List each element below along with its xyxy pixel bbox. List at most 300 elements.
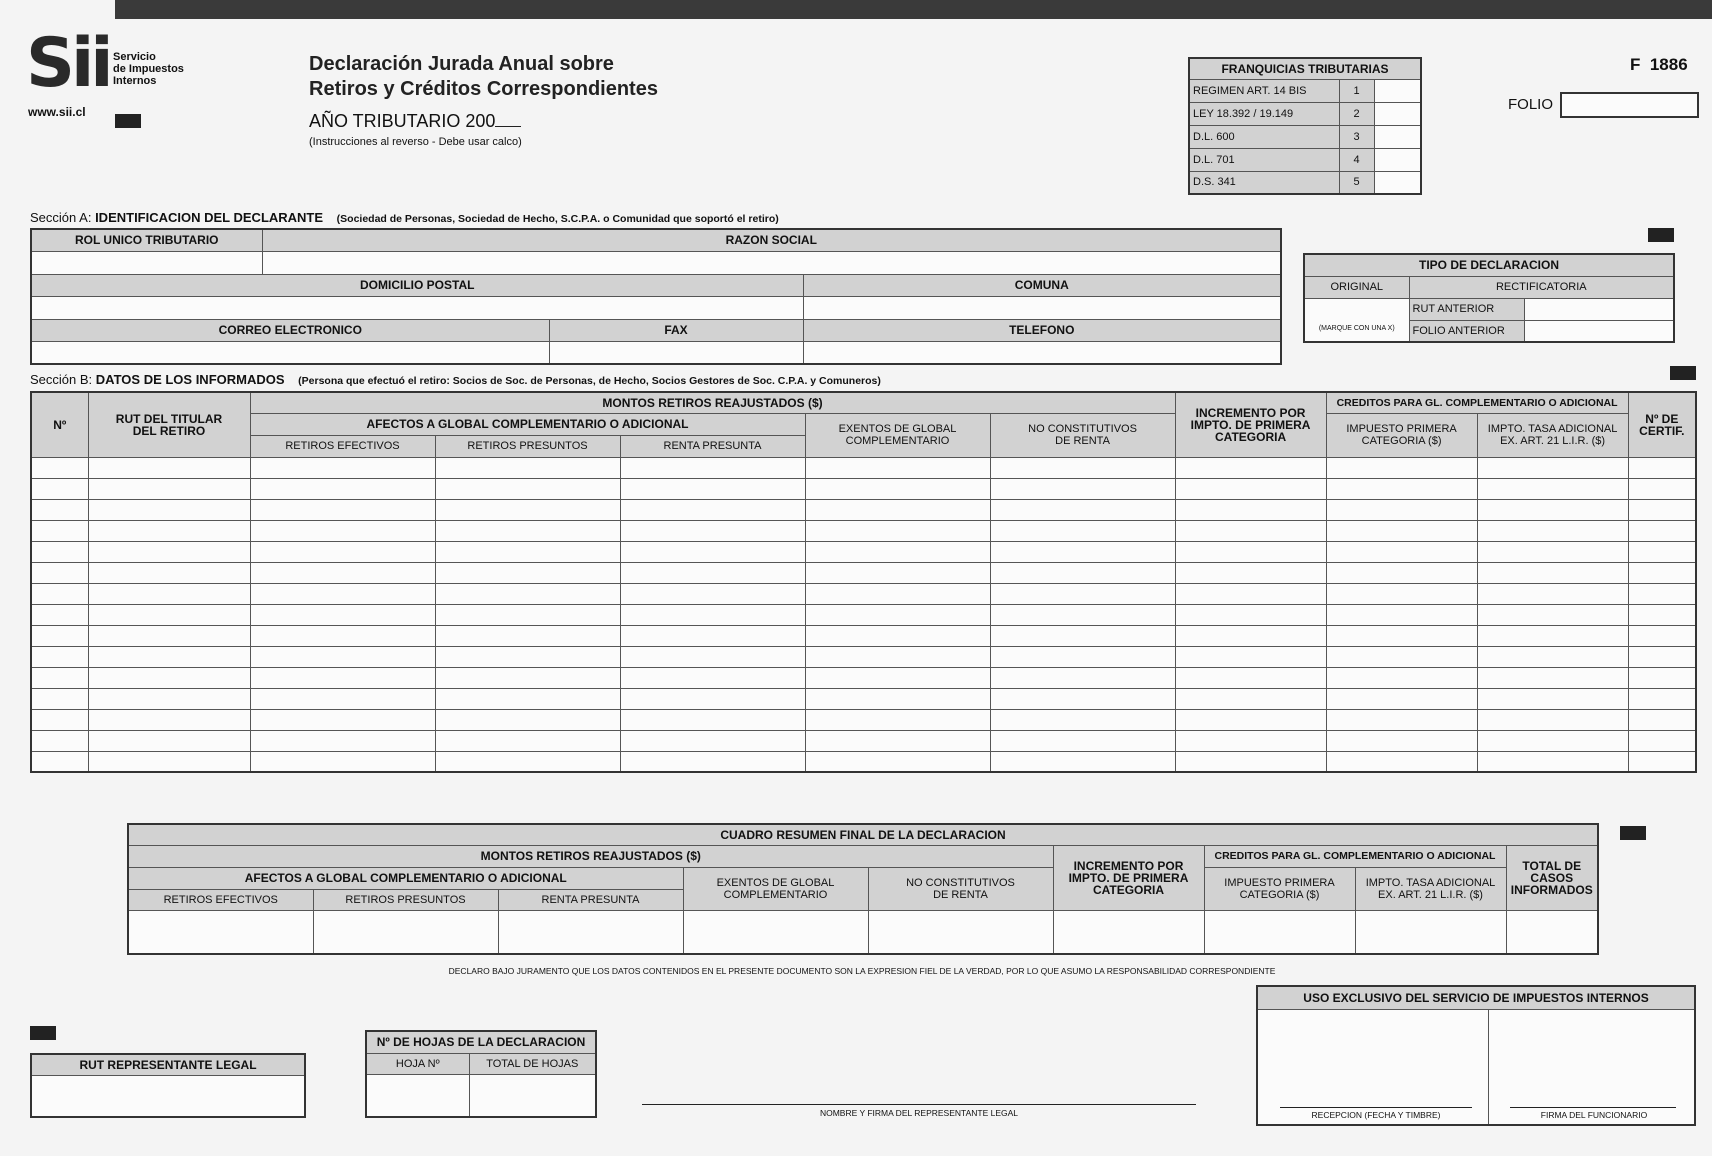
table-cell[interactable]: [990, 562, 1175, 583]
imp-primera-line: CATEGORIA ($): [1239, 888, 1320, 901]
table-cell[interactable]: [805, 667, 990, 688]
table-cell[interactable]: [620, 499, 805, 520]
original-check[interactable]: (MARQUE CON UNA X): [1304, 298, 1409, 342]
title-line: Declaración Jurada Anual sobre: [309, 53, 614, 75]
table-cell[interactable]: [805, 604, 990, 625]
table-cell[interactable]: [620, 646, 805, 667]
no-const-header: [868, 867, 1053, 910]
table-cell[interactable]: [620, 604, 805, 625]
table-cell[interactable]: [1175, 667, 1326, 688]
table-cell[interactable]: [1477, 562, 1628, 583]
table-cell[interactable]: [31, 541, 88, 562]
col-rut-line: DEL RETIRO: [132, 423, 206, 438]
resumen-cell[interactable]: [313, 910, 498, 954]
table-cell[interactable]: [1628, 520, 1696, 541]
table-cell[interactable]: [620, 583, 805, 604]
table-cell[interactable]: [620, 625, 805, 646]
table-cell[interactable]: [31, 646, 88, 667]
resumen-table: [127, 823, 1599, 955]
registration-mark: [115, 114, 141, 128]
table-cell[interactable]: [1175, 730, 1326, 751]
year-text: AÑO TRIBUTARIO 200: [309, 111, 496, 131]
table-cell[interactable]: [1326, 667, 1477, 688]
imp-tasa-header: [1477, 413, 1628, 457]
franquicia-code: 2: [1339, 102, 1374, 125]
table-cell[interactable]: [1477, 520, 1628, 541]
signature-line: [642, 1104, 1196, 1105]
table-cell[interactable]: [805, 562, 990, 583]
table-cell[interactable]: [620, 478, 805, 499]
table-cell[interactable]: [805, 457, 990, 478]
table-cell[interactable]: [250, 730, 435, 751]
table-cell[interactable]: [805, 730, 990, 751]
retiros-efectivos-header: RETIROS EFECTIVOS: [128, 889, 313, 910]
table-cell[interactable]: [990, 583, 1175, 604]
table-cell[interactable]: [620, 667, 805, 688]
table-cell[interactable]: [620, 520, 805, 541]
table-cell[interactable]: [88, 751, 250, 772]
rut-anterior-field[interactable]: [1524, 298, 1674, 320]
table-cell[interactable]: [435, 478, 620, 499]
registration-mark: [1620, 826, 1646, 840]
declaro-statement: DECLARO BAJO JURAMENTO QUE LOS DATOS CONTENIDOS EN EL PRESENTE DOCUMENTO SON LA EXPRESION FIEL DE LA VERDAD, POR LO QUE ASUMO LA RESPONSABILIDAD CORRESPONDIENTE: [448, 966, 1276, 976]
table-cell[interactable]: [1628, 478, 1696, 499]
resumen-cell[interactable]: [683, 910, 868, 954]
resumen-cell[interactable]: [1506, 910, 1598, 954]
telefono-header: TELEFONO: [803, 319, 1281, 341]
rut-representante-table: [30, 1053, 306, 1118]
creditos-header: CREDITOS PARA GL. COMPLEMENTARIO O ADICIONAL: [1326, 392, 1628, 413]
renta-presunta-header: RENTA PRESUNTA: [620, 435, 805, 457]
table-cell[interactable]: [435, 499, 620, 520]
table-cell[interactable]: [1326, 499, 1477, 520]
table-cell[interactable]: [990, 730, 1175, 751]
table-cell[interactable]: [1477, 709, 1628, 730]
table-cell[interactable]: [990, 520, 1175, 541]
section-title: DATOS DE LOS INFORMADOS: [95, 372, 285, 387]
franquicias-table: [1188, 57, 1422, 195]
table-cell[interactable]: [250, 688, 435, 709]
franquicia-code: 3: [1339, 125, 1374, 148]
org-line: de Impuestos: [113, 63, 184, 75]
org-name: [113, 51, 184, 87]
comuna-field[interactable]: [803, 296, 1281, 319]
table-cell[interactable]: [990, 478, 1175, 499]
table-cell[interactable]: [1326, 562, 1477, 583]
resumen-cell[interactable]: [1053, 910, 1204, 954]
table-cell[interactable]: [1326, 457, 1477, 478]
table-row: [31, 667, 1696, 688]
tipo-declaracion-table: [1303, 253, 1675, 343]
table-cell[interactable]: [1628, 751, 1696, 772]
total-line: INFORMADOS: [1510, 882, 1593, 897]
exentos-line: COMPLEMENTARIO: [723, 888, 828, 901]
imp-tasa-header: [1355, 867, 1506, 910]
form-title: [309, 52, 658, 102]
rut-representante-field[interactable]: [31, 1075, 305, 1117]
table-cell[interactable]: [31, 625, 88, 646]
franquicia-check[interactable]: [1374, 102, 1421, 125]
col-rut-header: [88, 392, 250, 457]
table-row: [31, 520, 1696, 541]
table-cell[interactable]: [620, 457, 805, 478]
table-cell[interactable]: [88, 457, 250, 478]
table-cell[interactable]: [620, 541, 805, 562]
uso-divider: [1488, 1010, 1489, 1124]
franquicia-check[interactable]: [1374, 79, 1421, 102]
resumen-cell[interactable]: [128, 910, 313, 954]
table-row: [31, 541, 1696, 562]
no-const-line: DE RENTA: [933, 888, 988, 901]
renta-presunta-header: RENTA PRESUNTA: [498, 889, 683, 910]
montos-header: MONTOS RETIROS REAJUSTADOS ($): [250, 392, 1175, 413]
exentos-line: EXENTOS DE GLOBAL: [716, 876, 835, 889]
section-title: IDENTIFICACION DEL DECLARANTE: [95, 210, 324, 225]
table-cell[interactable]: [805, 709, 990, 730]
registration-mark: [1670, 366, 1696, 380]
table-cell[interactable]: [31, 730, 88, 751]
table-cell[interactable]: [435, 583, 620, 604]
form-code: F 1886: [1630, 55, 1688, 74]
top-bar: [115, 0, 1712, 19]
table-cell[interactable]: [250, 520, 435, 541]
table-cell[interactable]: [990, 604, 1175, 625]
incremento-line: IMPTO. DE PRIMERA: [1190, 417, 1311, 432]
table-cell[interactable]: [31, 667, 88, 688]
table-cell[interactable]: [31, 478, 88, 499]
table-cell[interactable]: [31, 499, 88, 520]
table-cell[interactable]: [1326, 520, 1477, 541]
table-cell[interactable]: [435, 646, 620, 667]
table-cell[interactable]: [990, 709, 1175, 730]
exentos-header: [683, 867, 868, 910]
comuna-header: COMUNA: [803, 274, 1281, 296]
franquicia-code: 1: [1339, 79, 1374, 102]
table-cell[interactable]: [805, 520, 990, 541]
table-row: [31, 646, 1696, 667]
table-cell[interactable]: [805, 499, 990, 520]
table-cell[interactable]: [250, 604, 435, 625]
franquicia-label: D.L. 600: [1189, 125, 1339, 148]
recepcion-label[interactable]: RECEPCION (FECHA Y TIMBRE): [1311, 1110, 1441, 1120]
fax-field[interactable]: [549, 341, 803, 364]
imp-tasa-line: EX. ART. 21 L.I.R. ($): [1378, 888, 1483, 901]
hojas-title: Nº DE HOJAS DE LA DECLARACION: [366, 1031, 596, 1053]
table-cell[interactable]: [1326, 709, 1477, 730]
table-cell[interactable]: [435, 457, 620, 478]
org-line: Servicio: [113, 51, 156, 63]
montos-header: MONTOS RETIROS REAJUSTADOS ($): [128, 845, 1053, 867]
telefono-field[interactable]: [803, 341, 1281, 364]
incremento-line: INCREMENTO POR: [1073, 858, 1184, 873]
table-cell[interactable]: [250, 499, 435, 520]
table-cell[interactable]: [1628, 709, 1696, 730]
table-cell[interactable]: [990, 499, 1175, 520]
section-a-table: [30, 228, 1282, 365]
logo-text: Sii: [26, 24, 110, 103]
table-cell[interactable]: [1326, 688, 1477, 709]
table-cell[interactable]: [1175, 499, 1326, 520]
no-const-line: NO CONSTITUTIVOS: [1028, 423, 1137, 435]
table-cell[interactable]: [1628, 730, 1696, 751]
franquicia-check[interactable]: [1374, 125, 1421, 148]
website: www.sii.cl: [28, 105, 86, 119]
incremento-line: IMPTO. DE PRIMERA: [1068, 870, 1189, 885]
table-row: [31, 709, 1696, 730]
hoja-n-field[interactable]: [366, 1074, 469, 1117]
table-cell[interactable]: [1326, 751, 1477, 772]
table-cell[interactable]: [250, 625, 435, 646]
table-cell[interactable]: [1477, 541, 1628, 562]
resumen-title: CUADRO RESUMEN FINAL DE LA DECLARACION: [128, 824, 1598, 845]
table-cell[interactable]: [1326, 625, 1477, 646]
table-cell[interactable]: [990, 646, 1175, 667]
table-cell[interactable]: [31, 604, 88, 625]
table-cell[interactable]: [620, 751, 805, 772]
table-cell[interactable]: [88, 688, 250, 709]
table-cell[interactable]: [1477, 583, 1628, 604]
table-cell[interactable]: [1326, 583, 1477, 604]
table-cell[interactable]: [250, 457, 435, 478]
table-cell[interactable]: [1326, 541, 1477, 562]
table-cell[interactable]: [1477, 625, 1628, 646]
table-cell[interactable]: [1628, 562, 1696, 583]
franquicia-check[interactable]: [1374, 148, 1421, 171]
table-cell[interactable]: [31, 709, 88, 730]
table-cell[interactable]: [435, 604, 620, 625]
correo-field[interactable]: [31, 341, 549, 364]
table-cell[interactable]: [1628, 604, 1696, 625]
imp-primera-header: [1326, 413, 1477, 457]
total-hojas-field[interactable]: [469, 1074, 596, 1117]
domicilio-field[interactable]: [31, 296, 803, 319]
table-cell[interactable]: [250, 667, 435, 688]
table-cell[interactable]: [88, 667, 250, 688]
table-row: [31, 562, 1696, 583]
table-cell[interactable]: [1175, 478, 1326, 499]
section-a-heading: [30, 210, 779, 225]
folio-anterior-label: FOLIO ANTERIOR: [1409, 320, 1524, 342]
table-cell[interactable]: [88, 730, 250, 751]
franquicia-code: 4: [1339, 148, 1374, 171]
table-cell[interactable]: [1628, 646, 1696, 667]
franquicia-label: D.L. 701: [1189, 148, 1339, 171]
table-cell[interactable]: [805, 688, 990, 709]
table-cell[interactable]: [31, 583, 88, 604]
imp-tasa-line: IMPTO. TASA ADICIONAL: [1365, 876, 1496, 889]
section-label: Sección B:: [30, 372, 93, 387]
table-cell[interactable]: [1175, 751, 1326, 772]
table-cell[interactable]: [805, 751, 990, 772]
table-cell[interactable]: [1175, 583, 1326, 604]
table-cell[interactable]: [620, 730, 805, 751]
table-cell[interactable]: [88, 541, 250, 562]
incremento-line: CATEGORIA: [1092, 882, 1165, 897]
table-cell[interactable]: [1175, 709, 1326, 730]
imp-primera-line: CATEGORIA ($): [1361, 435, 1442, 447]
firma-funcionario-label[interactable]: FIRMA DEL FUNCIONARIO: [1540, 1110, 1648, 1120]
table-cell[interactable]: [31, 457, 88, 478]
table-cell[interactable]: [805, 541, 990, 562]
table-cell[interactable]: [250, 751, 435, 772]
incremento-header: [1053, 845, 1204, 910]
table-cell[interactable]: [1175, 520, 1326, 541]
table-cell[interactable]: [250, 562, 435, 583]
table-cell[interactable]: [435, 688, 620, 709]
table-cell[interactable]: [805, 583, 990, 604]
total-line: CASOS: [1530, 870, 1574, 885]
no-const-line: NO CONSTITUTIVOS: [906, 876, 1015, 889]
table-cell[interactable]: [88, 625, 250, 646]
table-cell[interactable]: [1326, 604, 1477, 625]
table-cell[interactable]: [31, 751, 88, 772]
instructions: (Instrucciones al reverso - Debe usar calco): [309, 136, 522, 148]
table-cell[interactable]: [1326, 478, 1477, 499]
franquicia-label: REGIMEN ART. 14 BIS: [1189, 79, 1339, 102]
table-cell[interactable]: [1628, 499, 1696, 520]
table-cell[interactable]: [88, 562, 250, 583]
table-cell[interactable]: [31, 688, 88, 709]
incremento-line: INCREMENTO POR: [1195, 405, 1306, 420]
table-cell[interactable]: [88, 604, 250, 625]
table-cell[interactable]: [435, 562, 620, 583]
folio-field[interactable]: [1560, 92, 1699, 118]
section-b-table: [30, 391, 1697, 773]
table-cell[interactable]: [1477, 646, 1628, 667]
table-cell[interactable]: [31, 562, 88, 583]
table-cell[interactable]: [435, 667, 620, 688]
table-cell[interactable]: [250, 541, 435, 562]
table-cell[interactable]: [1477, 478, 1628, 499]
sii-logo: [26, 24, 110, 103]
razon-header: RAZON SOCIAL: [262, 229, 1281, 251]
creditos-header: CREDITOS PARA GL. COMPLEMENTARIO O ADICIONAL: [1204, 845, 1506, 867]
table-cell[interactable]: [1628, 457, 1696, 478]
afectos-header: AFECTOS A GLOBAL COMPLEMENTARIO O ADICIONAL: [128, 867, 683, 889]
rut-field[interactable]: [31, 251, 262, 274]
table-cell[interactable]: [1175, 625, 1326, 646]
table-cell[interactable]: [435, 730, 620, 751]
resumen-cell[interactable]: [1204, 910, 1355, 954]
table-cell[interactable]: [31, 520, 88, 541]
table-cell[interactable]: [88, 646, 250, 667]
table-cell[interactable]: [1175, 646, 1326, 667]
franquicias-title: FRANQUICIAS TRIBUTARIAS: [1189, 58, 1421, 79]
table-cell[interactable]: [1175, 604, 1326, 625]
table-cell[interactable]: [1477, 667, 1628, 688]
col-n-header: Nº: [31, 392, 88, 457]
table-cell[interactable]: [435, 541, 620, 562]
table-cell[interactable]: [990, 541, 1175, 562]
table-cell[interactable]: [88, 520, 250, 541]
retiros-presuntos-header: RETIROS PRESUNTOS: [435, 435, 620, 457]
table-cell[interactable]: [1477, 604, 1628, 625]
table-row: [31, 499, 1696, 520]
table-cell[interactable]: [435, 520, 620, 541]
year-field[interactable]: [495, 110, 521, 127]
table-cell[interactable]: [990, 667, 1175, 688]
table-row: [31, 751, 1696, 772]
table-cell[interactable]: [250, 583, 435, 604]
table-cell[interactable]: [435, 625, 620, 646]
incremento-line: CATEGORIA: [1215, 429, 1287, 444]
table-cell[interactable]: [1175, 541, 1326, 562]
razon-field[interactable]: [262, 251, 1281, 274]
correo-header: CORREO ELECTRONICO: [31, 319, 549, 341]
table-cell[interactable]: [990, 457, 1175, 478]
table-cell[interactable]: [1477, 751, 1628, 772]
folio-anterior-field[interactable]: [1524, 320, 1674, 342]
table-cell[interactable]: [1628, 583, 1696, 604]
table-cell[interactable]: [1477, 730, 1628, 751]
resumen-cell[interactable]: [868, 910, 1053, 954]
table-cell[interactable]: [990, 625, 1175, 646]
table-cell[interactable]: [250, 646, 435, 667]
fax-header: FAX: [549, 319, 803, 341]
table-cell[interactable]: [1326, 730, 1477, 751]
domicilio-header: DOMICILIO POSTAL: [31, 274, 803, 296]
table-cell[interactable]: [435, 751, 620, 772]
table-cell[interactable]: [88, 478, 250, 499]
table-cell[interactable]: [1628, 541, 1696, 562]
table-cell[interactable]: [805, 625, 990, 646]
table-cell[interactable]: [250, 709, 435, 730]
table-cell[interactable]: [88, 499, 250, 520]
table-cell[interactable]: [1175, 562, 1326, 583]
retiros-efectivos-header: RETIROS EFECTIVOS: [250, 435, 435, 457]
table-cell[interactable]: [1628, 688, 1696, 709]
resumen-cell[interactable]: [1355, 910, 1506, 954]
section-b-heading: [30, 372, 881, 387]
table-cell[interactable]: [620, 562, 805, 583]
table-cell[interactable]: [1175, 457, 1326, 478]
table-cell[interactable]: [1477, 688, 1628, 709]
col-rut-line: RUT DEL TITULAR: [115, 411, 223, 426]
table-cell[interactable]: [1477, 457, 1628, 478]
rut-anterior-label: RUT ANTERIOR: [1409, 298, 1524, 320]
table-row: [31, 583, 1696, 604]
table-cell[interactable]: [805, 478, 990, 499]
imp-tasa-line: EX. ART. 21 L.I.R. ($): [1500, 435, 1606, 447]
table-cell[interactable]: [620, 709, 805, 730]
no-const-header: [990, 413, 1175, 457]
table-cell[interactable]: [805, 646, 990, 667]
table-cell[interactable]: [990, 688, 1175, 709]
imp-primera-line: IMPUESTO PRIMERA: [1346, 423, 1457, 435]
franquicia-label: LEY 18.392 / 19.149: [1189, 102, 1339, 125]
registration-mark: [1648, 228, 1674, 242]
table-cell[interactable]: [1175, 688, 1326, 709]
title-line: Retiros y Créditos Correspondientes: [309, 78, 658, 100]
table-cell[interactable]: [435, 709, 620, 730]
table-cell[interactable]: [88, 709, 250, 730]
table-cell[interactable]: [1326, 646, 1477, 667]
table-cell[interactable]: [620, 688, 805, 709]
section-note: (Sociedad de Personas, Sociedad de Hecho, S.C.P.A. o Comunidad que soportó el retiro): [336, 213, 779, 225]
table-cell[interactable]: [88, 583, 250, 604]
franquicia-check[interactable]: [1374, 171, 1421, 194]
imp-tasa-line: IMPTO. TASA ADICIONAL: [1487, 423, 1618, 435]
table-cell[interactable]: [1628, 667, 1696, 688]
resumen-cell[interactable]: [498, 910, 683, 954]
table-cell[interactable]: [250, 478, 435, 499]
table-cell[interactable]: [990, 751, 1175, 772]
total-casos-header: [1506, 845, 1598, 910]
table-cell[interactable]: [1628, 625, 1696, 646]
section-label: Sección A:: [30, 210, 92, 225]
table-cell[interactable]: [1477, 499, 1628, 520]
imp-primera-line: IMPUESTO PRIMERA: [1224, 876, 1335, 889]
